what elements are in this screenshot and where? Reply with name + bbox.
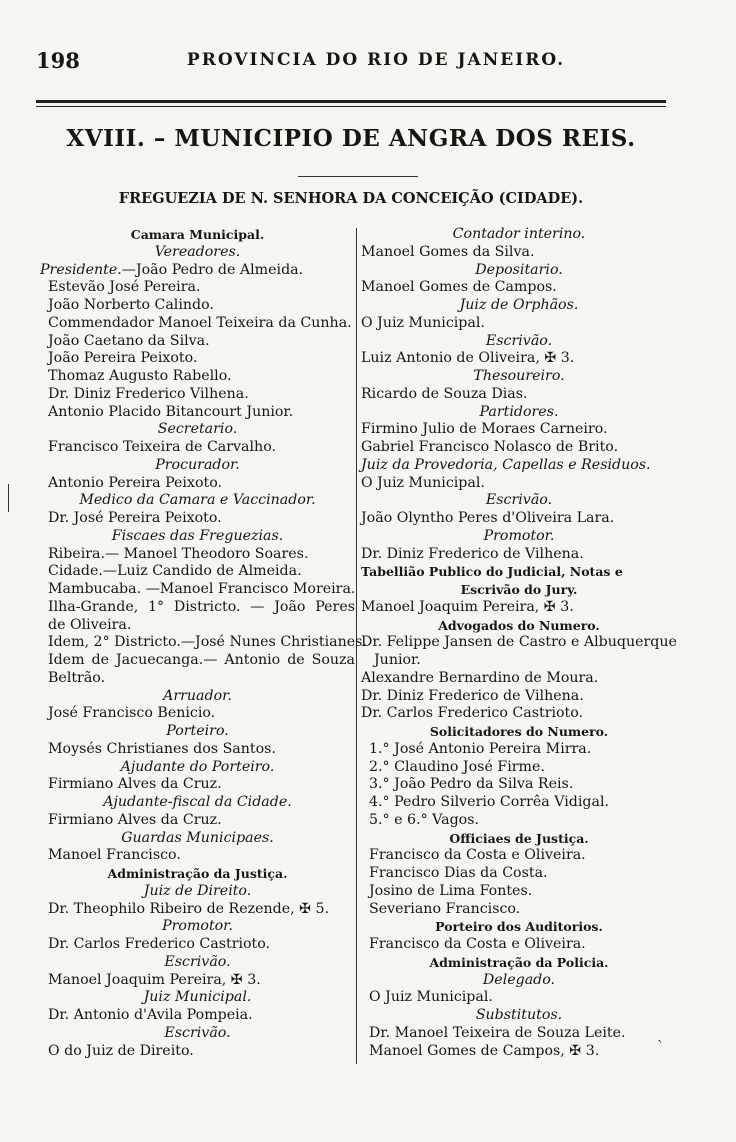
entry-name: —João Pedro de Almeida. bbox=[121, 261, 304, 278]
subheading: Ajudante-fiscal da Cidade. bbox=[103, 794, 292, 810]
subheading: Substitutos. bbox=[475, 1007, 563, 1023]
entry: Dr. Antonio d'Avila Pompeia. bbox=[48, 1007, 253, 1023]
entry: O Juiz Municipal. bbox=[361, 474, 485, 491]
entry: Manoel Gomes da Silva. bbox=[361, 243, 535, 260]
list-item: João Caetano da Silva. bbox=[48, 332, 210, 349]
list-item: Estevão José Pereira. bbox=[48, 279, 201, 296]
list-item: Firmino Julio de Moraes Carneiro. bbox=[361, 421, 608, 438]
entry: Dr. Carlos Frederico Castrioto. bbox=[361, 705, 584, 722]
entry: Francisco Teixeira de Carvalho. bbox=[48, 439, 276, 455]
title-divider bbox=[298, 176, 418, 177]
entry: Dr. Theophilo Ribeiro de Rezende, ✠ 5. bbox=[48, 900, 330, 917]
entry: Antonio Pereira Peixoto. bbox=[48, 474, 223, 491]
subheading: Juiz de Orphãos. bbox=[459, 297, 579, 313]
entry: Cidade.—Luiz Candido de Almeida. bbox=[48, 563, 302, 580]
section-heading: Administração da Policia. bbox=[429, 954, 609, 970]
entry: Ricardo de Souza Dias. bbox=[361, 385, 528, 402]
subheading: Porteiro. bbox=[166, 723, 229, 739]
entry: Idem de Jacuecanga.— Antonio de Souza bbox=[48, 652, 355, 668]
section-heading: Tabellião Publico do Judicial, Notas e bbox=[361, 564, 623, 580]
subheading: Medico da Camara e Vaccinador. bbox=[79, 492, 316, 509]
header-rule-thick bbox=[36, 100, 666, 103]
list-item: 2.° Claudino José Firme. bbox=[369, 758, 545, 775]
subheading: Juiz da Provedoria, Capellas e Residuos. bbox=[361, 456, 651, 473]
subheading: Escrivão. bbox=[485, 332, 553, 349]
freguezia-title: FREGUEZIA DE N. SENHORA DA CONCEIÇÃO (CIDADE). bbox=[118, 190, 584, 207]
subheading: Secretario. bbox=[157, 421, 238, 438]
subheading: Promotor. bbox=[483, 527, 555, 544]
entry: Ilha-Grande, 1° Districto. — João Peres bbox=[48, 598, 355, 615]
list-item: Dr. Diniz Frederico Vilhena. bbox=[48, 385, 249, 402]
section-heading: Administração da Justiça. bbox=[107, 866, 288, 881]
list-item: Dr. Manoel Teixeira de Souza Leite. bbox=[369, 1024, 626, 1041]
entry: João Olyntho Peres d'Oliveira Lara. bbox=[361, 510, 615, 526]
left-column bbox=[40, 226, 367, 1060]
list-item: 5.° e 6.° Vagos. bbox=[369, 811, 480, 828]
entry: Dr. Felippe Jansen de Castro e Albuquerque bbox=[361, 634, 677, 651]
entry: Ribeira.— Manoel Theodoro Soares. bbox=[48, 545, 309, 562]
subheading: Procurador. bbox=[155, 456, 240, 473]
entry: Firmiano Alves da Cruz. bbox=[48, 811, 222, 828]
section-heading: Camara Municipal. bbox=[130, 227, 265, 242]
entry: Dr. Diniz Frederico de Vilhena. bbox=[361, 687, 584, 704]
entry-continuation: Beltrão. bbox=[48, 669, 106, 686]
entry-continuation: de Oliveira. bbox=[48, 616, 132, 633]
solicitadores-list bbox=[361, 741, 677, 830]
entry: Dr. Diniz Frederico de Vilhena. bbox=[361, 545, 584, 562]
subheading: Arruador. bbox=[163, 687, 232, 704]
list-item: Antonio Placido Bitancourt Junior. bbox=[48, 403, 294, 420]
right-column bbox=[361, 226, 677, 1060]
entry: Alexandre Bernardino de Moura. bbox=[361, 669, 599, 686]
section-heading: Solicitadores do Numero. bbox=[429, 724, 609, 739]
entry: José Francisco Benicio. bbox=[48, 705, 216, 722]
subheading: Escrivão. bbox=[164, 1024, 231, 1041]
entry: Francisco da Costa e Oliveira. bbox=[369, 936, 586, 952]
entry-continuation: Junior. bbox=[374, 652, 421, 668]
list-item: Manoel Gomes de Campos, ✠ 3. bbox=[369, 1042, 600, 1059]
subheading: Vereadores. bbox=[154, 243, 241, 260]
entry bbox=[40, 262, 355, 280]
list-item: João Pereira Peixoto. bbox=[48, 350, 198, 367]
list-item: Josino de Lima Fontes. bbox=[369, 882, 533, 899]
section-heading: Advogados do Numero. bbox=[438, 617, 600, 633]
chapter-title: XVIII. – MUNICIPIO DE ANGRA DOS REIS. bbox=[66, 125, 636, 152]
list-item: Commendador Manoel Teixeira da Cunha. bbox=[48, 314, 352, 331]
entry: Moysés Christianes dos Santos. bbox=[48, 740, 276, 757]
subheading: Escrivão. bbox=[164, 953, 231, 970]
list-item: Francisco Dias da Costa. bbox=[369, 865, 548, 881]
list-item: Francisco da Costa e Oliveira. bbox=[369, 847, 586, 864]
section-heading: Escrivão do Jury. bbox=[460, 582, 578, 597]
subheading: Ajudante do Porteiro. bbox=[120, 758, 275, 775]
entry: Firmiano Alves da Cruz. bbox=[48, 776, 222, 793]
role-label: Presidente. bbox=[40, 261, 122, 278]
entry: Manoel Joaquim Pereira, ✠ 3. bbox=[361, 598, 574, 615]
list-item: 4.° Pedro Silverio Corrêa Vidigal. bbox=[369, 794, 610, 810]
subheading: Juiz de Direito. bbox=[143, 882, 252, 899]
list-item: Thomaz Augusto Rabello. bbox=[48, 368, 232, 384]
entry: Luiz Antonio de Oliveira, ✠ 3. bbox=[361, 350, 575, 367]
page-header bbox=[36, 48, 666, 74]
list-item: Severiano Francisco. bbox=[369, 900, 521, 917]
vereadores-list bbox=[40, 279, 355, 421]
entry: Mambucaba. —Manoel Francisco Moreira. bbox=[48, 581, 356, 597]
subheading: Partidores. bbox=[479, 403, 559, 420]
subheading: Promotor. bbox=[162, 918, 233, 935]
subheading: Contador interino. bbox=[452, 226, 586, 242]
entry: O do Juiz de Direito. bbox=[48, 1042, 194, 1059]
list-item: 3.° João Pedro da Silva Reis. bbox=[369, 776, 574, 793]
entry: O Juiz Municipal. bbox=[361, 314, 485, 331]
margin-mark bbox=[8, 484, 9, 512]
subheading: Escrivão. bbox=[485, 492, 553, 509]
section-heading: Porteiro dos Auditorios. bbox=[435, 919, 603, 935]
subheading: Fiscaes das Freguezias. bbox=[111, 527, 284, 544]
subheading: Thesoureiro. bbox=[473, 368, 565, 384]
entry: O Juiz Municipal. bbox=[369, 989, 493, 1006]
entry: Idem, 2° Districto.—José Nunes Christianes. bbox=[48, 634, 367, 651]
list-item: João Norberto Calindo. bbox=[48, 297, 214, 313]
running-title: PROVINCIA DO RIO DE JANEIRO. bbox=[186, 50, 566, 70]
subheading: Delegado. bbox=[482, 971, 556, 988]
list-item: Gabriel Francisco Nolasco de Brito. bbox=[361, 439, 619, 455]
header-rule-thin bbox=[36, 106, 666, 107]
list-item: 1.° José Antonio Pereira Mirra. bbox=[369, 740, 592, 757]
entry: Manoel Francisco. bbox=[48, 847, 181, 864]
entry: Dr. Carlos Frederico Castrioto. bbox=[48, 936, 271, 952]
stray-mark: ˋ bbox=[657, 1039, 664, 1055]
entry: Dr. José Pereira Peixoto. bbox=[48, 510, 222, 526]
entry: Manoel Gomes de Campos. bbox=[361, 279, 557, 296]
section-heading: Officiaes de Justiça. bbox=[449, 830, 589, 846]
entry: Manoel Joaquim Pereira, ✠ 3. bbox=[48, 971, 261, 988]
subheading: Guardas Municipaes. bbox=[121, 829, 274, 846]
subheading: Depositario. bbox=[475, 261, 563, 278]
officiaes-list bbox=[361, 847, 677, 918]
subheading: Juiz Municipal. bbox=[143, 989, 252, 1006]
page-number: 198 bbox=[36, 48, 80, 73]
